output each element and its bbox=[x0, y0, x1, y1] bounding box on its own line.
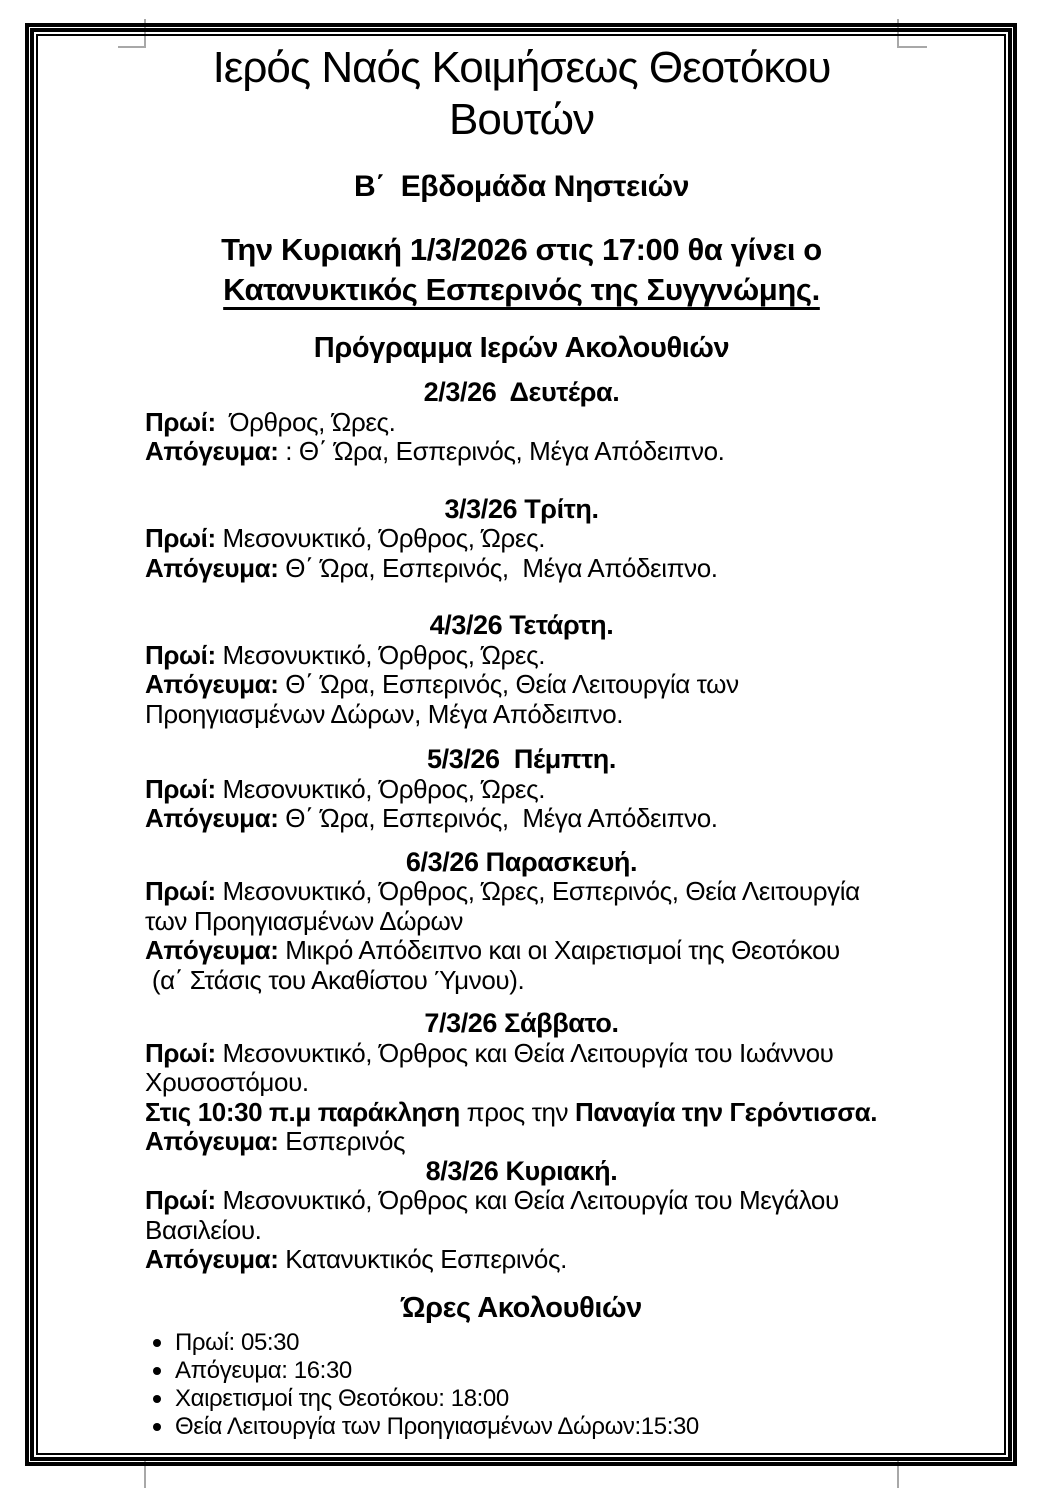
day-block-friday bbox=[145, 848, 898, 996]
hours-item-text: Θεία Λειτουργία των Προηγιασμένων Δώρων:15:30 bbox=[175, 1412, 699, 1440]
bullet-icon bbox=[153, 1339, 161, 1347]
schedule-line-paraklisi bbox=[145, 1098, 898, 1128]
line-label: Απόγευμα: bbox=[145, 1244, 279, 1274]
schedule-line bbox=[145, 877, 898, 907]
line-label: Πρωί: bbox=[145, 639, 216, 670]
line-label: Στις 10:30 π.μ παράκληση bbox=[145, 1096, 460, 1127]
hours-item-text: Πρωί: 05:30 bbox=[175, 1328, 300, 1356]
line-text: Μικρό Απόδειπνο και οι Χαιρετισμοί της Θεοτόκου bbox=[278, 935, 840, 965]
line-text: : Θ΄ Ώρα, Εσπερινός, Μέγα Απόδειπνο. bbox=[278, 436, 725, 466]
day-header: 4/3/26 Τετάρτη. bbox=[429, 610, 614, 640]
line-label: Πρωί: bbox=[145, 1037, 216, 1068]
bullet-icon bbox=[153, 1423, 161, 1431]
announcement-line2: Κατανυκτικός Εσπερινός της Συγγνώμης. bbox=[223, 272, 820, 307]
line-label-2: Παναγία την Γερόντισσα. bbox=[574, 1096, 878, 1127]
line-label: Απόγευμα: bbox=[145, 1126, 279, 1156]
schedule-line bbox=[145, 804, 898, 834]
day-header: 2/3/26 Δευτέρα. bbox=[423, 377, 620, 407]
schedule-line bbox=[145, 408, 898, 438]
schedule-line bbox=[145, 936, 898, 966]
schedule-line bbox=[145, 1068, 898, 1098]
day-block-thursday bbox=[145, 745, 898, 834]
line-text: Χρυσοστόμου. bbox=[145, 1067, 309, 1097]
day-block-wednesday bbox=[145, 611, 898, 729]
week-subtitle: Β΄ Εβδομάδα Νηστειών bbox=[353, 170, 690, 203]
line-label: Πρωί: bbox=[145, 406, 216, 437]
line-text: Θ΄ Ώρα, Εσπερινός, Μέγα Απόδειπνο. bbox=[278, 552, 718, 583]
line-text: προς την bbox=[459, 1096, 575, 1127]
line-text: Μεσονυκτικό, Όρθρος, Ώρες. bbox=[215, 523, 546, 553]
schedule-line bbox=[145, 641, 898, 671]
line-text: Όρθρος, Ώρες. bbox=[215, 406, 396, 437]
line-text: Μεσονυκτικό, Όρθρος, Ώρες. bbox=[215, 773, 546, 804]
page-title-line1: Ιερός Ναός Κοιμήσεως Θεοτόκου bbox=[212, 43, 831, 92]
schedule-line bbox=[145, 775, 898, 805]
line-text: Θ΄ Ώρα, Εσπερινός, Θεία Λειτουργία των bbox=[278, 669, 739, 699]
announcement bbox=[145, 230, 898, 310]
announcement-line1: Την Κυριακή 1/3/2026 στις 17:00 θα γίνει ο bbox=[221, 232, 822, 267]
bullet-icon bbox=[153, 1395, 161, 1403]
schedule-line bbox=[145, 670, 898, 700]
line-text: Μεσονυκτικό, Όρθρος, Ώρες, Εσπερινός, Θεία Λειτουργία bbox=[215, 876, 860, 906]
day-block-saturday bbox=[145, 1009, 898, 1157]
hours-item-text: Απόγευμα: 16:30 bbox=[175, 1356, 352, 1384]
hours-item bbox=[145, 1357, 898, 1385]
hours-title: Ώρες Ακολουθιών bbox=[401, 1291, 642, 1324]
line-label: Πρωί: bbox=[145, 773, 216, 804]
program-title: Πρόγραμμα Ιερών Ακολουθιών bbox=[313, 332, 730, 364]
hours-item-text: Χαιρετισμοί της Θεοτόκου: 18:00 bbox=[175, 1384, 509, 1412]
day-header: 6/3/26 Παρασκευή. bbox=[405, 846, 638, 877]
line-text: Μεσονυκτικό, Όρθρος, Ώρες. bbox=[215, 639, 546, 670]
line-text: Μεσονυκτικό, Όρθρος και Θεία Λειτουργία του Ιωάννου bbox=[215, 1037, 834, 1068]
line-text: Θ΄ Ώρα, Εσπερινός, Μέγα Απόδειπνο. bbox=[278, 803, 718, 833]
schedule-line bbox=[145, 1039, 898, 1069]
schedule-line bbox=[145, 554, 898, 584]
line-text: Βασιλείου. bbox=[145, 1214, 262, 1245]
line-label: Απόγευμα: bbox=[145, 803, 279, 833]
schedule-line bbox=[145, 700, 898, 730]
line-text: Κατανυκτικός Εσπερινός. bbox=[278, 1244, 567, 1274]
schedule-line bbox=[145, 1245, 898, 1275]
day-block-tuesday bbox=[145, 495, 898, 584]
schedule-line bbox=[145, 437, 898, 467]
schedule-line bbox=[145, 966, 898, 996]
line-label: Απόγευμα: bbox=[145, 935, 279, 965]
line-text: Μεσονυκτικό, Όρθρος και Θεία Λειτουργία του Μεγάλου bbox=[215, 1185, 839, 1215]
line-label: Απόγευμα: bbox=[145, 552, 279, 583]
document-content bbox=[145, 42, 898, 1441]
hours-item bbox=[145, 1329, 898, 1357]
line-label: Πρωί: bbox=[145, 876, 216, 906]
line-label: Απόγευμα: bbox=[145, 669, 279, 699]
hours-list bbox=[145, 1329, 898, 1441]
day-header: 8/3/26 Κυριακή. bbox=[425, 1155, 618, 1186]
schedule-line bbox=[145, 524, 898, 554]
hours-item bbox=[145, 1385, 898, 1413]
day-header: 3/3/26 Τρίτη. bbox=[444, 493, 599, 524]
schedule-line bbox=[145, 907, 898, 937]
schedule-line bbox=[145, 1127, 898, 1157]
bullet-icon bbox=[153, 1367, 161, 1375]
line-text: (α΄ Στάσις του Ακαθίστου Ύμνου). bbox=[145, 964, 525, 995]
page-title bbox=[145, 42, 898, 146]
day-block-monday bbox=[145, 378, 898, 467]
schedule-line bbox=[145, 1186, 898, 1216]
page-title-line2: Βουτών bbox=[449, 95, 594, 144]
day-block-sunday bbox=[145, 1157, 898, 1275]
hours-item bbox=[145, 1413, 898, 1441]
schedule-line bbox=[145, 1216, 898, 1246]
day-header: 5/3/26 Πέμπτη. bbox=[427, 744, 616, 774]
line-text: των Προηγιασμένων Δώρων bbox=[145, 905, 463, 936]
line-label: Απόγευμα: bbox=[145, 436, 279, 466]
line-text: Εσπερινός bbox=[278, 1126, 406, 1156]
line-label: Πρωί: bbox=[145, 1185, 216, 1215]
line-text: Προηγιασμένων Δώρων, Μέγα Απόδειπνο. bbox=[145, 698, 624, 729]
day-header: 7/3/26 Σάββατο. bbox=[424, 1008, 619, 1038]
line-label: Πρωί: bbox=[145, 523, 216, 553]
